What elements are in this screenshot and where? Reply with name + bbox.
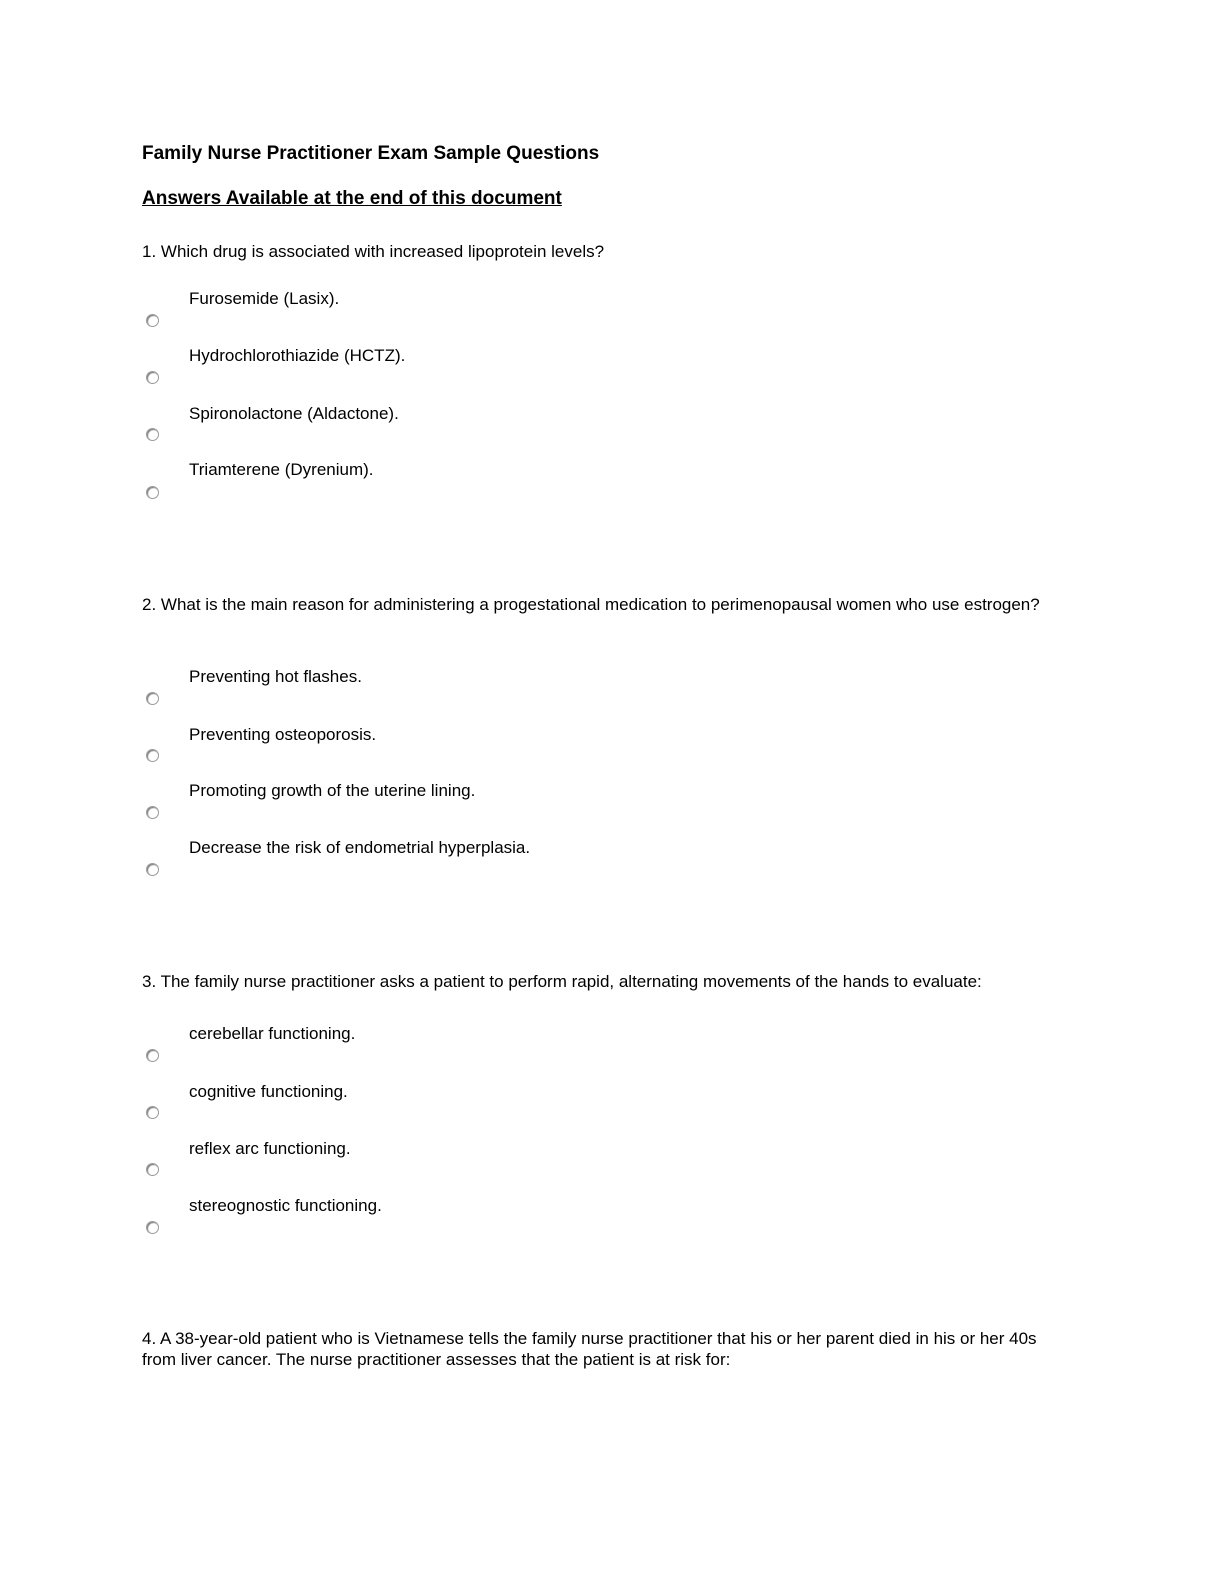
- option-label: Triamterene (Dyrenium).: [189, 460, 374, 479]
- radio-button[interactable]: [146, 749, 159, 762]
- option-label: Decrease the risk of endometrial hyperplasia.: [189, 838, 531, 857]
- option-label: reflex arc functioning.: [189, 1139, 351, 1158]
- question-3-text: 3. The family nurse practitioner asks a patient to perform rapid, alternating movements of the hands to evaluate:: [142, 972, 982, 991]
- document-title: Family Nurse Practitioner Exam Sample Questions: [142, 143, 600, 164]
- question-4-text: 4. A 38-year-old patient who is Vietnamese tells the family nurse practitioner that his or her parent died in his or her 40s from liver cancer. The nurse practitioner assesses that the patient is at risk for:: [142, 1329, 1037, 1369]
- radio-button[interactable]: [146, 371, 159, 384]
- radio-button[interactable]: [146, 1049, 159, 1062]
- radio-button[interactable]: [146, 428, 159, 441]
- answers-note: Answers Available at the end of this document: [142, 188, 562, 209]
- option-label: cognitive functioning.: [189, 1082, 348, 1101]
- radio-button[interactable]: [146, 314, 159, 327]
- radio-button[interactable]: [146, 806, 159, 819]
- option-label: Spironolactone (Aldactone).: [189, 404, 399, 423]
- radio-button[interactable]: [146, 1106, 159, 1119]
- option-label: Preventing osteoporosis.: [189, 725, 377, 744]
- radio-button[interactable]: [146, 486, 159, 499]
- option-label: stereognostic functioning.: [189, 1196, 382, 1215]
- option-label: Promoting growth of the uterine lining.: [189, 781, 476, 800]
- option-label: Hydrochlorothiazide (HCTZ).: [189, 346, 406, 365]
- question-2-text: 2. What is the main reason for administering a progestational medication to perimenopausal women who use estrogen?: [142, 595, 1040, 614]
- question-1-text: 1. Which drug is associated with increased lipoprotein levels?: [142, 242, 605, 261]
- radio-button[interactable]: [146, 1163, 159, 1176]
- option-label: Furosemide (Lasix).: [189, 289, 340, 308]
- radio-button[interactable]: [146, 1221, 159, 1234]
- radio-button[interactable]: [146, 692, 159, 705]
- option-label: cerebellar functioning.: [189, 1024, 356, 1043]
- option-label: Preventing hot flashes.: [189, 667, 362, 686]
- radio-button[interactable]: [146, 863, 159, 876]
